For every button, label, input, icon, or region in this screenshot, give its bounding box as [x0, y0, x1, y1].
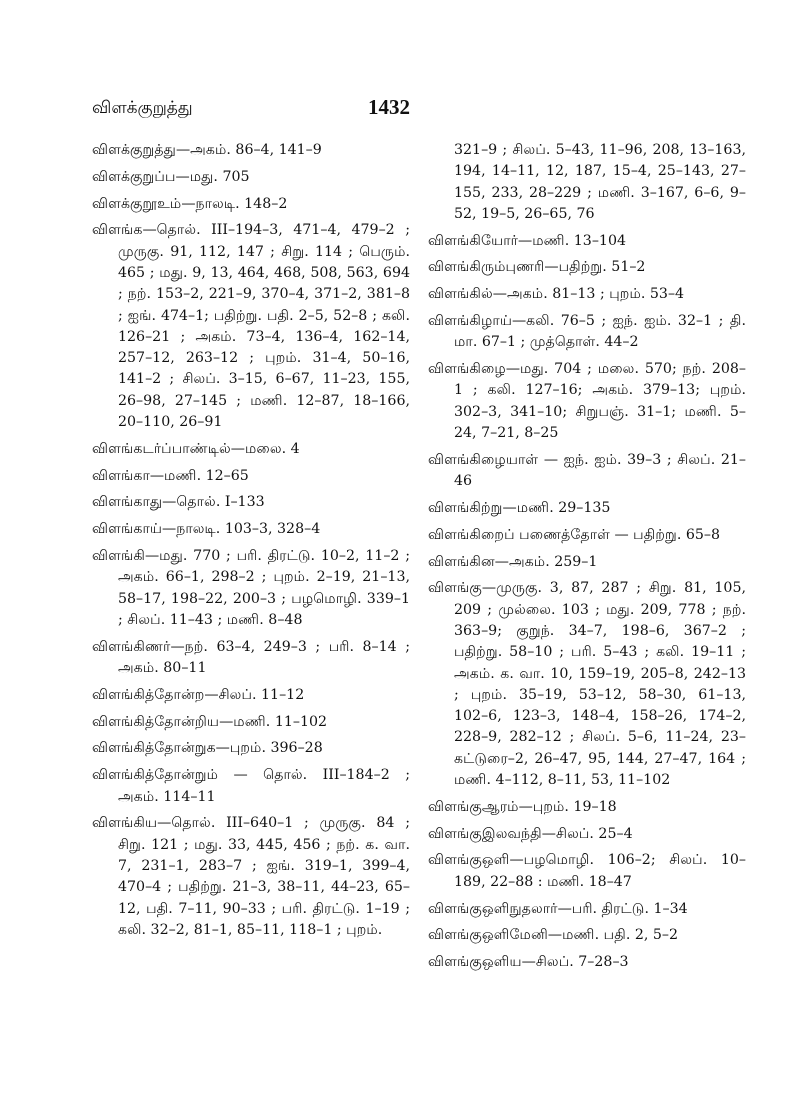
page-number: 1432: [368, 95, 410, 119]
index-entry: விளங்கிறைப் பணைத்தோள் — பதிற்று. 65–8: [428, 526, 721, 543]
index-entry: விளங்கிய—தொல். III–640–1 ; முருகு. 84 ; சிறு. 121 ; மது. 33, 445, 456 ; நற். க. வா. 7, 231–1, 283–7 ; ஐங். 319–1, 399–4, 470–4 ; பதிற்று. 21–3, 38–11, 44–23, 65–12, பதி. 7–11, 90–33 ; பரி. திரட்டு. 1–19 ; கலி. 32–2, 81–1, 85–11, 118–1 ; புறம்.: [92, 815, 410, 938]
index-entry: விளக்குறுத்து—அகம். 86–4, 141–9: [92, 142, 322, 158]
index-entry: விளங்க—தொல். III–194–3, 471–4, 479–2 ; முருகு. 91, 112, 147 ; சிறு. 114 ; பெரும். 465 ; மது. 9, 13, 464, 468, 508, 563, 694 ; நற். 153–2, 221–9, 370–4, 371–2, 381–8 ; ஐங். 474–1; பதிற்று. பதி. 2–5, 52–8 ; கலி. 126–21 ; அகம். 73–4, 136–4, 162–14, 257–12, 263–12 ; புறம். 31–4, 50–16, 141–2 ; சிலப். 3–15, 6–67, 11–23, 155, 26–98, 27–145 ; மணி. 12–87, 18–166, 20–110, 26–91: [92, 222, 410, 431]
index-entry: விளங்கு—முருகு. 3, 87, 287 ; சிறு. 81, 105, 209 ; முல்லை. 103 ; மது. 209, 778 ; நற். 363–9; குறுந். 34–7, 198–6, 367–2 ; பதிற்று. 58–10 ; பரி. 5–43 ; கலி. 19–11 ; அகம். க. வா. 10, 159–19, 205–8, 242–13 ; புறம். 35–19, 53–12, 58–30, 61–13, 102–6, 123–3, 148–4, 158–26, 174–2, 228–9, 282–12 ; சிலப். 5–6, 11–24, 23–கட்டுரை–2, 26–47, 95, 144, 27–47, 164 ; மணி. 4–112, 8–11, 53, 11–102: [428, 580, 746, 789]
index-entry: விளங்கின—அகம். 259–1: [428, 553, 598, 570]
index-entry: விளங்காது—தொல். I–133: [92, 494, 265, 511]
index-entry: விளங்கிழை—மது. 704 ; மலை. 570; நற். 208–1 ; கலி. 127–16; அகம். 379–13; புறம். 302–3, 341–10; சிறுபஞ். 31–1; மணி. 5–24, 7–21, 8–25: [428, 361, 746, 442]
index-entry: விளங்கித்தோன்ற—சிலப். 11–12: [92, 686, 305, 703]
index-entry: விளக்குறூஉம்—நாலடி. 148–2: [92, 195, 288, 212]
index-entry: விளங்குஒளி—பழமொழி. 106–2; சிலப். 10–189, 22–88 : மணி. 18–47: [428, 852, 746, 890]
index-entry: விளங்கியோர்—மணி. 13–104: [428, 232, 627, 249]
index-entry: விளங்குஇலவந்தி—சிலப். 25–4: [428, 825, 633, 842]
index-entry: விளங்கிணர்—நற். 63–4, 249–3 ; பரி. 8–14 ; அகம். 80–11: [92, 638, 410, 677]
index-entry: விளங்கித்தோன்றிய—மணி. 11–102: [92, 713, 328, 730]
running-head: விளக்குறுத்து: [92, 98, 193, 118]
index-entry: விளங்குஒளிநுதலார்—பரி. திரட்டு. 1–34: [428, 900, 688, 917]
index-entry: விளங்கிற்று—மணி. 29–135: [428, 499, 611, 516]
index-entry: விளங்கிழையாள் — ஐந். ஐம். 39–3 ; சிலப். 21–46: [428, 451, 746, 490]
index-entry: விளங்கா—மணி. 12–65: [92, 467, 249, 484]
index-entry: விளங்கடர்ப்பாண்டில்—மலை. 4: [92, 440, 300, 457]
index-entry: விளங்குஆரம்—புறம். 19–18: [428, 798, 617, 815]
index-entry: விளங்குஒளிய—சிலப். 7–28–3: [428, 954, 629, 971]
index-entry-continuation: 321–9 ; சிலப். 5–43, 11–96, 208, 13–163, 194, 14–11, 12, 187, 15–4, 25–143, 27–155, 233, 28–229 ; மணி. 3–167, 6–6, 9–52, 19–5, 26–65, 76: [454, 142, 746, 222]
index-entry: விளங்குஒளிமேனி—மணி. பதி. 2, 5–2: [428, 927, 679, 944]
index-entry: விளங்கி—மது. 770 ; பரி. திரட்டு. 10–2, 11–2 ; அகம். 66–1, 298–2 ; புறம். 2–19, 21–13, 58–17, 198–22, 200–3 ; பழமொழி. 339–1 ; சிலப். 11–43 ; மணி. 8–48: [92, 548, 410, 628]
index-entry: விளங்காய்—நாலடி. 103–3, 328–4: [92, 521, 321, 538]
index-entry: விளங்கித்தோன்றும் — தொல். III–184–2 ; அகம். 114–11: [92, 767, 410, 805]
index-entry: விளங்கிழாய்—கலி. 76–5 ; ஐந். ஐம். 32–1 ; தி. மா. 67–1 ; முத்தொள். 44–2: [428, 313, 746, 351]
left-column: [92, 140, 410, 947]
index-entry: விளக்குறுப்ப—மது. 705: [92, 168, 250, 185]
index-entry: விளங்கித்தோன்றுக—புறம். 396–28: [92, 740, 323, 757]
index-entry: விளங்கிரும்புணரி—பதிற்று. 51–2: [428, 259, 646, 276]
index-entry: விளங்கில்—அகம். 81–13 ; புறம். 53–4: [428, 286, 685, 303]
right-column: [428, 140, 746, 979]
